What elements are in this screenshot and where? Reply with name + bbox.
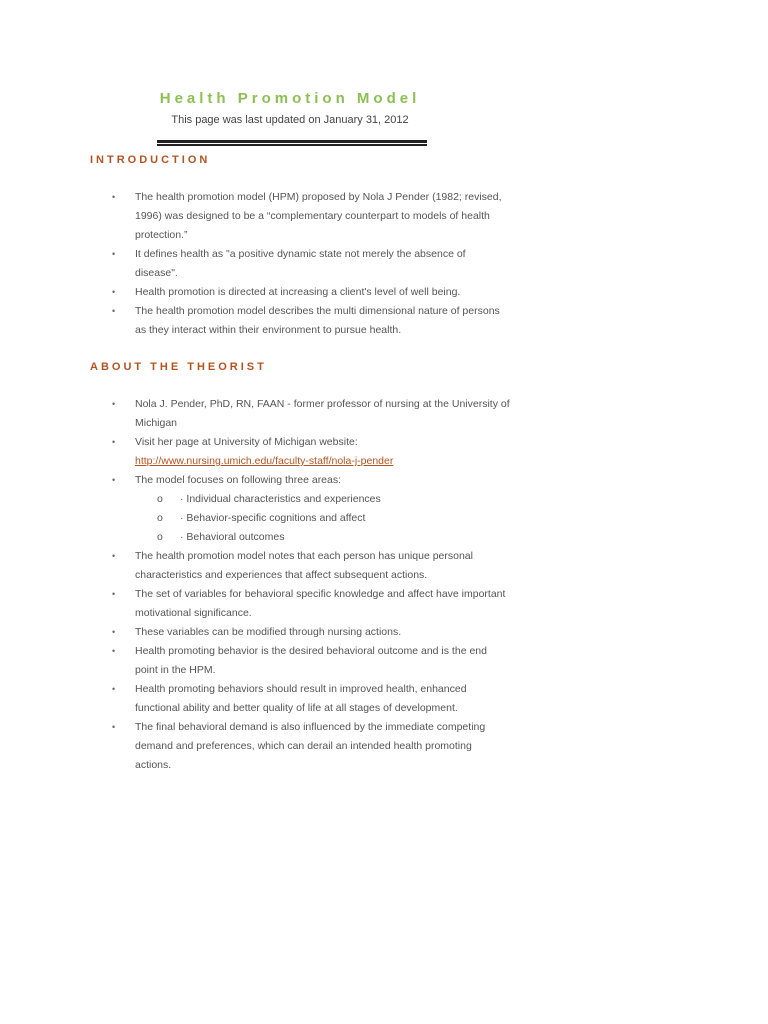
focus-areas-sublist	[135, 490, 510, 547]
sub-bullet-marker: o	[157, 493, 163, 505]
list-item: • Health promoting behaviors should result in improved health, enhanced functional ability and better quality of life at all stages of development.	[90, 680, 510, 718]
about-theorist-heading: ABOUT THE THEORIST	[90, 361, 267, 373]
introduction-list	[90, 188, 510, 340]
list-item: • Health promotion is directed at increasing a client's level of well being.	[90, 283, 510, 302]
list-item: • Health promoting behavior is the desired behavioral outcome and is the end point in the HPM.	[90, 642, 510, 680]
last-updated-text: This page was last updated on January 31, 2012	[171, 114, 409, 126]
sub-list-item: o · Behavior-specific cognitions and affect	[135, 509, 510, 528]
sub-bullet-marker: o	[157, 512, 163, 524]
introduction-heading: INTRODUCTION	[90, 154, 211, 166]
list-item: • The health promotion model notes that each person has unique personal characteristics and experiences that affect subsequent actions.	[90, 547, 510, 585]
list-item: • It defines health as "a positive dynamic state not merely the absence of disease".	[90, 245, 510, 283]
list-item: • The health promotion model (HPM) proposed by Nola J Pender (1982; revised, 1996) was designed to be a “complementary counterpart to models of health protection.”	[90, 188, 510, 245]
sub-list-item: o · Individual characteristics and experiences	[135, 490, 510, 509]
list-item: • These variables can be modified through nursing actions.	[90, 623, 510, 642]
visit-page-text: Visit her page at University of Michigan website:	[135, 436, 358, 448]
list-item: • The final behavioral demand is also influenced by the immediate competing demand and preferences, which can derail an intended health promoting actions.	[90, 718, 510, 775]
page-title: Health Promotion Model	[159, 90, 421, 107]
title-divider	[157, 140, 427, 146]
faculty-page-link[interactable]: http://www.nursing.umich.edu/faculty-staff/nola-j-pender	[135, 455, 394, 467]
list-item	[90, 433, 510, 471]
theorist-list	[90, 395, 510, 775]
list-item	[90, 471, 510, 547]
list-item: • The set of variables for behavioral specific knowledge and affect have important motivational significance.	[90, 585, 510, 623]
sub-bullet-marker: o	[157, 531, 163, 543]
list-item: • Nola J. Pender, PhD, RN, FAAN - former professor of nursing at the University of Michigan	[90, 395, 510, 433]
sub-list-item: o · Behavioral outcomes	[135, 528, 510, 547]
list-item: • The health promotion model describes the multi dimensional nature of persons as they interact within their environment to pursue health.	[90, 302, 510, 340]
focus-areas-text: The model focuses on following three areas:	[135, 474, 342, 486]
